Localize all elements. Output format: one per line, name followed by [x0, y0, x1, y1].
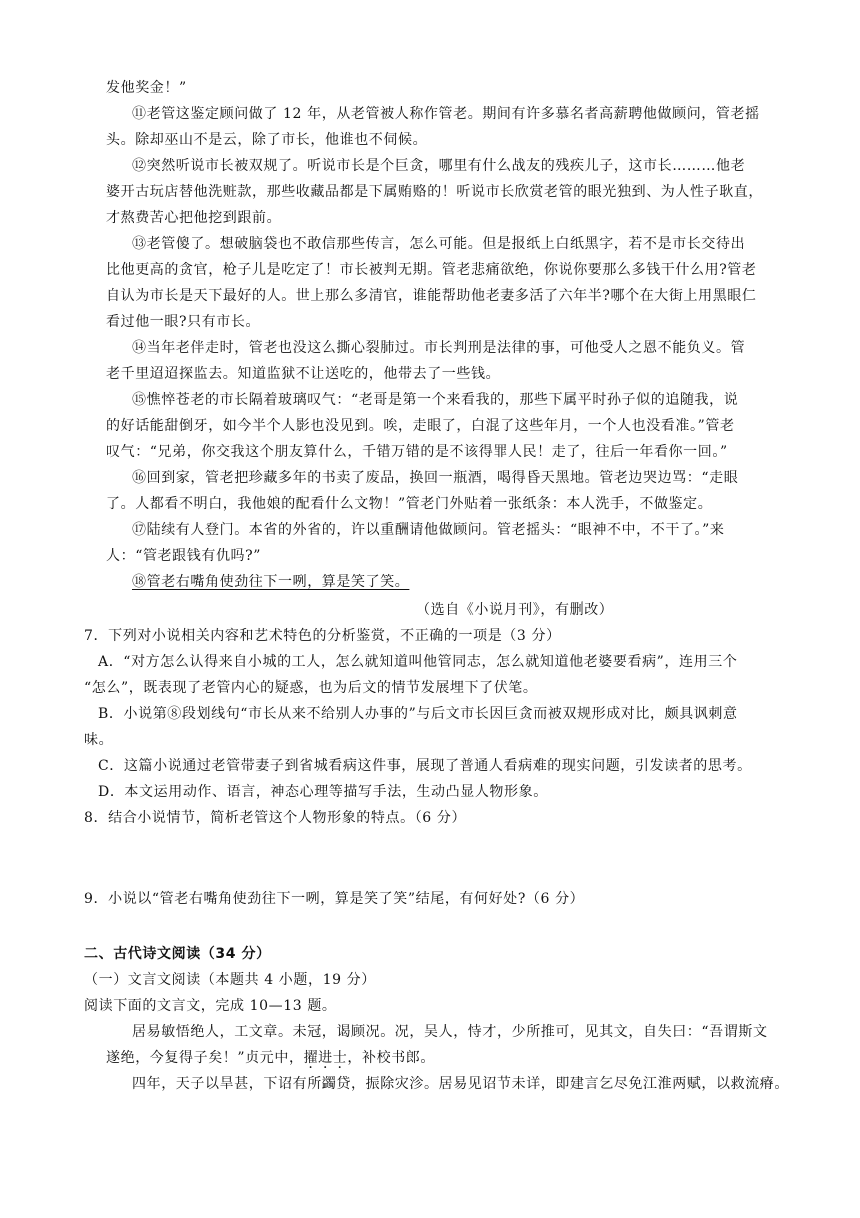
question-8: 8．结合小说情节，简析老管这个人物形象的特点。（6 分）: [84, 810, 467, 826]
story-p17-line1: ⑰陆续有人登门。本省的外省的，许以重酬请他做顾问。管老摇头：“眼神不中，不干了。”来: [132, 522, 725, 538]
story-p14-line2: 老千里迢迢探监去。知道监狱不让送吃的，他带去了一些钱。: [106, 366, 501, 382]
question-7-option-d: D．本文运用动作、语言，神态心理等描写手法，生动凸显人物形象。: [98, 784, 548, 800]
story-p17-line2: 人：“管老跟钱有仇吗?”: [106, 548, 262, 564]
classical-text-line2: [106, 1048, 435, 1068]
story-p15-line1: ⑮憔悴苍老的市长隔着玻璃叹气：“老哥是第一个来看我的，那些下属平时孙子似的追随我，说: [132, 392, 739, 408]
story-p14-line1: ⑭当年老伴走时，管老也没这么撕心裂肺过。市长判刑是法律的事，可他受人之恩不能负义。管: [132, 340, 746, 356]
question-7: 7．下列对小说相关内容和艺术特色的分析鉴赏，不正确的一项是（3 分）: [84, 628, 561, 644]
story-p11-line2: 头。除却巫山不是云，除了市长，他谁也不伺候。: [106, 132, 428, 148]
story-p13-line3: 自认为市长是天下最好的人。世上那么多清官，谁能帮助他老妻多活了六年半?哪个在大街上用黑眼仁: [106, 288, 757, 304]
story-p12-line2: 婆开古玩店替他洗赃款，那些收藏品都是下属贿赂的！听说市长欣赏老管的眼光独到、为人性子耿直，: [106, 184, 763, 200]
question-7-option-c: C．这篇小说通过老管带妻子到省城看病这件事，展现了普通人看病难的现实问题，引发读者的思考。: [98, 758, 752, 774]
section-2-subheading: （一）文言文阅读（本题共 4 小题，19 分）: [84, 972, 376, 988]
story-p11-line1: ⑪老管这鉴定顾问做了 12 年，从老管被人称作管老。期间有许多慕名者高薪聘他做顾问，管老摇: [132, 106, 760, 122]
story-p10-tail: 发他奖金！”: [106, 80, 187, 96]
story-p18-underlined: ⑱管老右嘴角使劲往下一咧，算是笑了笑。: [132, 574, 410, 590]
classical-text-line2-pre: 遂绝，今复得子矣！”贞元中，: [106, 1050, 304, 1066]
question-7-option-a-line2: “怎么”，既表现了老管内心的疑惑，也为后文的情节发展埋下了伏笔。: [84, 680, 538, 696]
classical-text-line3: 四年，天子以旱甚，下诏有所蠲贷，振除灾沴。居易见诏节未详，即建言乞尽免江淮两赋，以救流瘠。: [132, 1076, 789, 1092]
story-p16-line1: ⑯回到家，管老把珍藏多年的书卖了废品，换回一瓶酒，喝得昏天黑地。管老边哭边骂：“走眼: [132, 470, 739, 486]
story-p13-line2: 比他更高的贪官，枪子儿是吃定了！市长被判无期。管老悲痛欲绝，你说你要那么多钱干什么用?管老: [106, 262, 757, 278]
story-p12-line1: ⑫突然听说市长被双规了。听说市长是个巨贪，哪里有什么战友的残疾儿子，这市长………他老: [132, 158, 746, 174]
question-7-option-a-line1: A．“对方怎么认得来自小城的工人，怎么就知道叫他管同志，怎么就知道他老婆要看病”，连用三个: [98, 654, 738, 670]
question-7-option-b-line2: 味。: [84, 732, 114, 748]
story-p13-line1: ⑬老管傻了。想破脑袋也不敢信那些传言，怎么可能。但是报纸上白纸黑字，若不是市长交待出: [132, 236, 746, 252]
story-source: （选自《小说月刊》，有删改）: [416, 602, 614, 618]
story-p13-line4: 看过他一眼?只有市长。: [106, 314, 261, 330]
classical-text-line1: 居易敏悟绝人，工文章。未冠，谒顾况。况，吴人，恃才，少所推可，见其文，自失曰：“吾谓斯文: [132, 1024, 768, 1040]
emphasis-char: 擢: [303, 1050, 319, 1066]
section-2-heading: 二、古代诗文阅读（34 分）: [84, 946, 271, 962]
story-p15-line2: 的好话能甜倒牙，如今半个人影也没见到。唉，走眼了，白混了这些年月，一个人也没看准。”管老: [106, 418, 735, 434]
emphasis-char: 士: [332, 1050, 348, 1066]
question-9: 9．小说以“管老右嘴角使劲往下一咧，算是笑了笑”结尾，有何好处?（6 分）: [84, 891, 585, 907]
question-7-option-b-line1: B．小说第⑧段划线句“市长从来不给别人办事的”与后文市长因巨贪而被双规形成对比，颇具讽刺意: [98, 706, 738, 722]
story-p15-line3: 叹气：“兄弟，你交我这个朋友算什么，千错万错的是不该得罪人民！走了，往后一年看你一回。”: [106, 444, 728, 460]
section-2-instruction: 阅读下面的文言文，完成 10—13 题。: [84, 998, 337, 1014]
emphasized-phrase: [304, 1050, 348, 1066]
classical-text-line2-post: ，补校书郎。: [347, 1050, 435, 1066]
emphasis-char: 进: [318, 1050, 333, 1066]
story-p12-line3: 才熬费苦心把他挖到跟前。: [106, 210, 282, 226]
story-p16-line2: 了。人都看不明白，我他娘的配看什么文物！”管老门外贴着一张纸条：本人洗手，不做鉴定。: [106, 496, 713, 512]
